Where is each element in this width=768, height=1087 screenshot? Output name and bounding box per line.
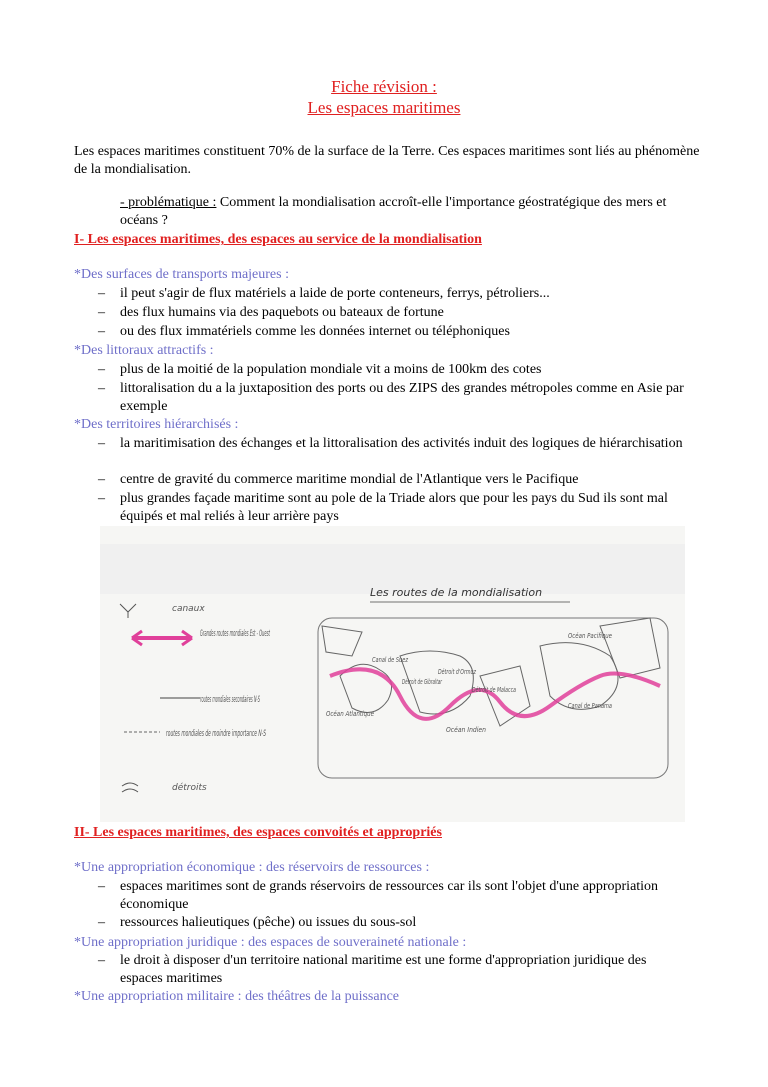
intro-paragraph: Les espaces maritimes constituent 70% de la surface de la Terre. Ces espaces maritimes sont liés au phénomène de la mondialisation. <box>74 144 700 177</box>
label-atlantic: Océan Atlantique <box>326 710 374 718</box>
section2-sub3-title: *Une appropriation militaire : des théâtres de la puissance <box>74 989 400 1004</box>
section1-sub3-title: *Des territoires hiérarchisés : <box>74 417 239 432</box>
sketch-map-image <box>100 526 685 822</box>
legend-strait: détroits <box>172 783 207 793</box>
section2-heading: II- Les espaces maritimes, des espaces convoités et appropriés <box>74 825 442 840</box>
label-indian: Océan Indien <box>446 726 486 734</box>
label-gibraltar: Détroit de Gibraltar <box>402 678 443 686</box>
legend-canal: canaux <box>172 604 205 614</box>
sketch-title: Les routes de la mondialisation <box>370 586 543 599</box>
section2-sub1-title: *Une appropriation économique : des réservoirs de ressources : <box>74 860 430 875</box>
section2-sub2-title: *Une appropriation juridique : des espaces de souveraineté nationale : <box>74 935 467 950</box>
legend-minor-route: routes mondiales de moindre importance N-S <box>166 729 267 739</box>
legend-secondary-route: routes mondiales secondaires N-S <box>200 695 261 705</box>
label-malacca: Détroit de Malacca <box>472 686 516 694</box>
section1-heading: I- Les espaces maritimes, des espaces au service de la mondialisation <box>74 232 482 247</box>
problematique-label: - problématique : <box>120 195 217 210</box>
label-suez: Canal de Suez <box>372 656 409 664</box>
label-pacific: Océan Pacifique <box>568 632 612 640</box>
problematique-text: Comment la mondialisation accroît-elle l'importance géostratégique des mers et océans ? <box>120 195 667 228</box>
section1-sub1-title: *Des surfaces de transports majeures : <box>74 267 289 282</box>
page-title: Fiche révision : <box>331 77 437 96</box>
problematique <box>120 194 680 230</box>
document-page: Fiche révision : Les espaces maritimes Les espaces maritimes constituent 70% de la surface de la Terre. Ces espaces maritimes sont liés au phénomène de la mondialisation. - problématique : Comment la mondialisation accroît-elle l'importance géostratégique des mers et océans ? I- Les espaces maritimes, des espaces au service de la mondialisation *Des surfaces de transports majeures : – il peut s'agir de flux matériels a laide de porte conteneurs, ferrys, pétroliers... – des flux humains via des paquebots ou bateaux de fortune – ou des flux immatériels comme les données internet ou téléphoniques *Des littoraux attractifs : – plus de la moitié de la population mondiale vit a moins de 100km des cotes – littoralisation du a la juxtaposition des ports ou des ZIPS des grandes métropoles comme en Asie par exemple *Des territoires hiérarchisés : – la maritimisation des échanges et la littoralisation des activités induit des logiques de hiérarchisation – centre de gravité du commerce maritime mondial de l'Atlantique vers le Pacifique – plus grandes façade maritime sont au pole de la Triade alors que pour les pays du Sud ils sont mal équipés et mal reliés à leur arrière pays Les routes de la mondialisation canaux Grandes routes mondiales Est - Ouest routes mondiales secondaires N-S routes mondiales de moindre importance N-S détroits Canal de Suez Détroit de Gibraltar Détroit d'Ormuz Détroit de Malacca Océan Atlantique Océan Indien Océan Pacifique Canal de Panama II- Les espaces maritimes, des espaces convoités et appropriés *Une appropriation économique : des réservoirs de ressources : – espaces maritimes sont de grands réservoirs de ressources car ils sont l'objet d'une appropriation économique – ressources halieutiques (pêche) ou issues du sous-sol *Une appropriation juridique : des espaces de souveraineté nationale : – le droit à disposer d'un territoire national maritime est une forme d'appropriation juridique des espaces maritimes *Une appropriation militaire : des théâtres de la puissance <box>0 0 768 1087</box>
legend-main-route: Grandes routes mondiales Est - Ouest <box>200 629 271 639</box>
section1-sub2-title: *Des littoraux attractifs : <box>74 343 214 358</box>
page-subtitle: Les espaces maritimes <box>307 98 461 117</box>
label-panama: Canal de Panama <box>568 702 612 710</box>
label-ormuz: Détroit d'Ormuz <box>438 668 477 676</box>
